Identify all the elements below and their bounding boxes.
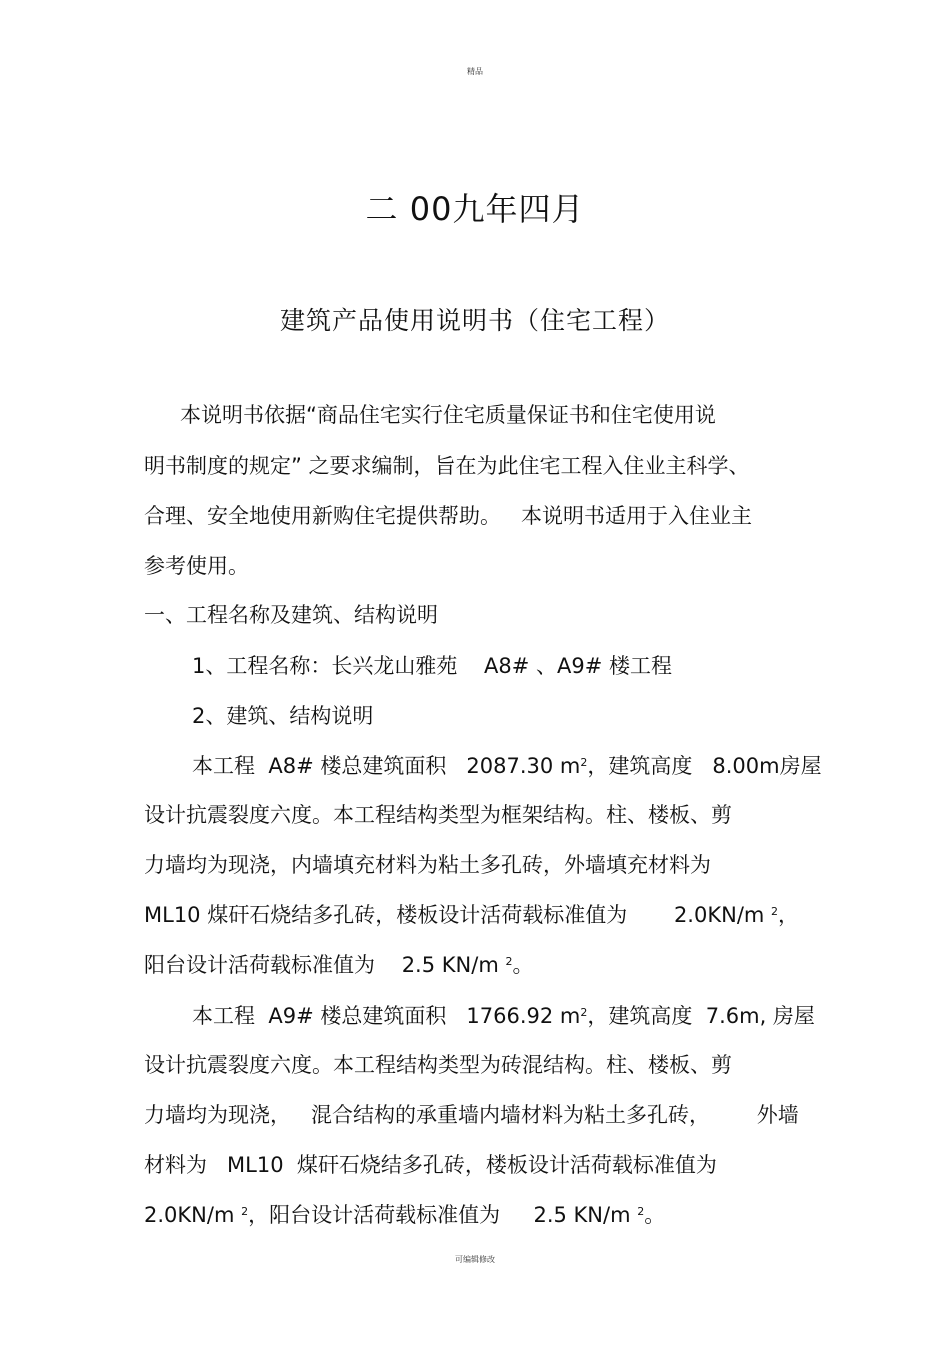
item-project-name: 1、工程名称：长兴龙山雅苑 A8# 、A9# 楼工程 [192,654,673,678]
a9-line-1: 本工程 A9# 楼总建筑面积 1766.92 $m^2$，建筑高度 7.6m, 房屋 [192,1004,815,1028]
superscript: 2 [580,1006,588,1019]
section-heading: 一、工程名称及建筑、结构说明 [144,603,438,627]
a9-line-3: 力墙均为现浇， 混合结构的承重墙内墙材料为粘土多孔砖， 外墙 [144,1103,799,1127]
superscript: 2 [241,1205,249,1218]
a9-line-4: 材料为 ML10 煤矸石烧结多孔砖，楼板设计活荷载标准值为 [144,1153,717,1177]
superscript: 2 [771,905,779,918]
a8-line-5: 阳台设计活荷载标准值为 2.5 KN/m $^2$。 [144,953,534,977]
document-title: 建筑产品使用说明书（住宅工程） [279,306,670,335]
page-header: 精品 [467,67,483,76]
date-line: 二 00九年四月 [365,190,585,228]
intro-line-1: 本说明书依据“商品住宅实行住宅质量保证书和住宅使用说 [180,403,716,427]
intro-line-3: 合理、安全地使用新购住宅提供帮助。 本说明书适用于入住业主 [144,504,753,528]
a9-line-2: 设计抗震裂度六度。本工程结构类型为砖混结构。柱、楼板、剪 [144,1053,732,1077]
a8-line-1: 本工程 A8# 楼总建筑面积 2087.30 $m^2$，建筑高度 8.00m房屋 [192,754,822,778]
superscript: 2 [505,955,513,968]
intro-line-4: 参考使用。 [144,554,249,578]
a8-line-3: 力墙均为现浇，内墙填充材料为粘土多孔砖，外墙填充材料为 [144,853,711,877]
page-footer: 可编辑修改 [455,1255,495,1264]
intro-line-2: 明书制度的规定” 之要求编制，旨在为此住宅工程入住业主科学、 [144,454,750,478]
superscript: 2 [637,1205,645,1218]
a8-line-4: ML10 煤矸石烧结多孔砖，楼板设计活荷载标准值为 2.0KN/m $^2$， [144,903,800,927]
superscript: 2 [580,756,588,769]
item-structure-heading: 2、建筑、结构说明 [192,704,374,728]
a8-line-2: 设计抗震裂度六度。本工程结构类型为框架结构。柱、楼板、剪 [144,803,732,827]
a9-line-5: 2.0KN/m $^2$，阳台设计活荷载标准值为 2.5 KN/m $^2$。 [144,1203,666,1227]
